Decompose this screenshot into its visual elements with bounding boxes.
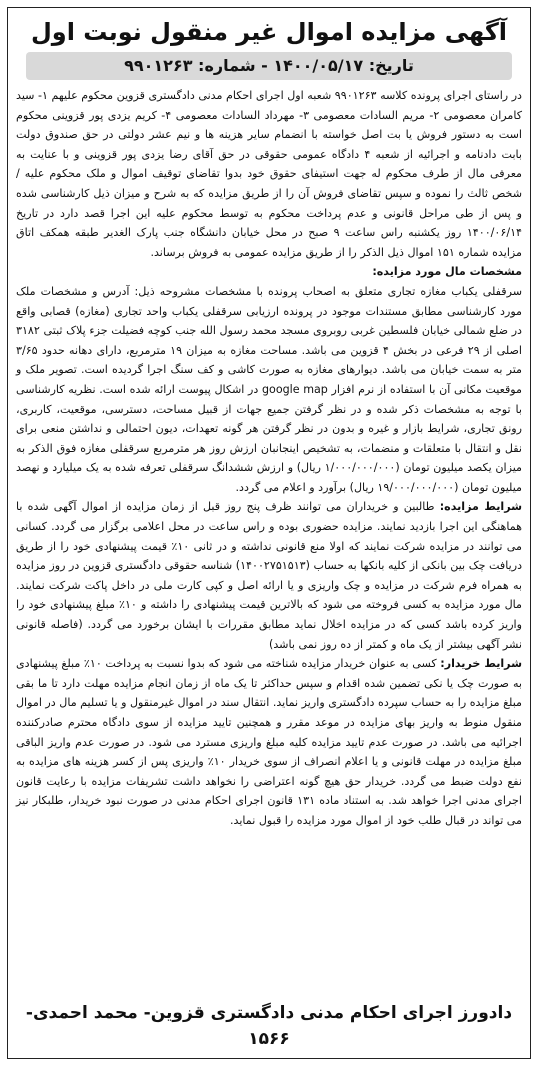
buyer-terms-heading: شرایط خریدار: (440, 657, 522, 671)
date-number-bar: تاریخ: ۱۴۰۰/۰۵/۱۷ - شماره: ۹۹۰۱۲۶۳ (26, 52, 512, 80)
auction-terms-text: طالبین و خریداران می توانند ظرف پنج روز قبل از زمان مزایده از اموال آگهی شده با هماهنگی این اجرا بازدید نمایند. مزایده حضوری بوده و راس ساعت در محل اعلامی برگزار می گردد. کسانی می توانند در مزایده شرکت نمایند که اولا منع قانونی نداشته و در ثانی ۱۰٪ قیمت پیشنهادی خود را از طریق دریافت چک بین بانکی از کلیه بانکها به حساب (۱۴۰۰۲۷۵۱۵۱۳) شناسه حقوقی دادگستری قزوین در روز مزایده به همراه فرم شرکت در مزایده و چک واریزی و یا ارائه اصل و کپی کارت ملی در داخل پاکت شرکت نمایند. مال مورد مزایده به کسی فروخته می شود که بالاترین قیمت پیشنهادی را داشته و ۱۰٪ مبلغ پیشنهادی خود را واریز کرده باشد کسی که در مزایده اخلال نماید مطابق مقررات با ایشان برخورد می گردد. (فاصله قانونی نشر آگهی بیشتر از یک ماه و کمتر از ده روز نمی باشد) (16, 500, 523, 651)
property-heading: مشخصات مال مورد مزایده: (372, 265, 522, 279)
property-paragraph: سرقفلی یکباب مغازه تجاری متعلق به اصحاب پرونده با مشخصات مشروحه ذیل: آدرس و مشخصات ملک مورد کارشناسی مطابق مستندات موجود در پرونده ارزیابی سرقفلی یکباب واحد تجاری (مغازه) قصابی واقع در ضلع شمالی خیابان فلسطین غربی روبروی مسجد محمد رسول الله جنب کوچه فضیلت جزء پلاک ثبتی ۳۱۸۲ اصلی از ۲۹ فرعی در بخش ۴ قزوین می باشد. مساحت مغازه به میزان ۱۹ مترمربع، دارای دهانه حدود ۳/۶۵ متر به سمت خیابان می باشد. دیوارهای مغازه به صورت کاشی و کف سنگ اجرا گردیده است. تصویر ملک و موقعیت مکانی آن با استفاده از نرم افزار google map در اشکال پیوست ارائه شده است. نظریه کارشناسی با توجه به مشخصات ذکر شده و در نظر گرفتن جمیع جهات از قبیل مساحت، دسترسی، موقعیت، کاربری، رونق تجاری، شرایط بازار و غیره و بدون در نظر گرفتن هر گونه تعهدات، دیون احتمالی و نداشتن منعی برای نقل و انتقال با متعلقات و منضمات، به تشخیص اینجانبان ارزش روز هر مترمربع سرقفلی مغازه فوق الذکر به میزان یکصد میلیون تومان (۱/۰۰۰/۰۰۰/۰۰۰ ریال) و ارزش ششدانگ سرقفلی تعرفه شده به یک میلیارد و نهصد میلیون تومان (۱۹/۰۰۰/۰۰۰/۰۰۰ ریال) برآورد و اعلام می گردد. (16, 284, 522, 494)
buyer-terms-text: کسی به عنوان خریدار مزایده شناخته می شود که بدوا نسبت به پرداخت ۱۰٪ مبلغ پیشنهادی به صورت چک یا نکی تضمین شده اقدام و سپس حداکثر تا یک ماه از زمان انجام مزایده مهلت دارد تا ما بقی مبلغ مزایده را به حساب سپرده دادگستری واریز نماید. انتقال سند در اموال غیرمنقول و یا تسلیم مال در اموال منقول منوط به واریز بهای مزایده در موعد مقرر و همچنین تایید مزایده از سوی دادگاه محترم صادرکننده اجرائیه می باشد. در صورت عدم تایید مزایده کلیه مبلغ واریزی مسترد می شود. در صورت عدم واریز الباقی مبلغ مزایده در مهلت قانونی و یا اعلام انصراف از سوی خریدار ۱۰٪ واریزی پس از کسر هزینه های مزایده به نفع دولت ضبط می گردد. خریدار حق هیچ گونه اعتراضی را نخواهد داشت تشریفات مزایده با رعایت قانون اجرای مدنی اجرا خواهد شد. به استناد ماده ۱۳۱ قانون اجرای احکام مدنی در صورت نبود خریدار، طلبکار نیز می تواند در قبال طلب خود از اموال مورد مزایده را قبول نماید. (16, 657, 523, 827)
auction-terms-heading: شرایط مزایده: (439, 500, 523, 514)
buyer-terms-paragraph (16, 654, 522, 830)
notice-title: آگهی مزایده اموال غیر منقول نوبت اول (30, 18, 508, 46)
signature-line: دادورز اجرای احکام مدنی دادگستری قزوین- محمد احمدی- ۱۵۶۶ (25, 1003, 513, 1049)
notice-body (8, 86, 530, 831)
notice-frame (7, 7, 531, 1059)
auction-terms-paragraph (16, 497, 522, 654)
intro-paragraph: در راستای اجرای پرونده کلاسه ۹۹۰۱۲۶۳ شعبه اول اجرای احکام مدنی دادگستری قزوین محکوم علیهم ۱- سید کامران معصومی ۲- مریم السادات معصومی ۳- مهرداد السادات معصومی ۴- کریم یزدی پور قزوینی محکوم است به دستور فروش یا بت اصل خواسته با انضمام سایر هزینه ها و نیم عشر دولتی در حق صندوق دولت بابت دادنامه و اجرائیه از شعبه ۴ دادگاه عمومی حقوقی در حق آقای رضا یزدی پور قزوینی و با عنایت به معرفی مال از طرف محکوم له جهت استیفای حقوق خود بدوا تقاضای توقیف اموال و ملک محکوم علیه / شخص ثالث را نموده و سپس تقاضای فروش آن را از طریق مزایده که به شرح و میزان ذیل کارشناسی شده و پس از طی مراحل قانونی و عدم پرداخت محکوم به توسط محکوم علیه این اجرا قصد دارد در تاریخ ۱۴۰۰/۰۶/۱۴ روز یکشنبه راس ساعت ۹ صبح در محل خیابان دانشگاه جنب پارک الغدیر طبقه همکف اتاق مزایده شماره ۱۵۱ اموال ذیل الذکر را از طریق مزایده عمومی به فروش برساند. (16, 89, 523, 259)
